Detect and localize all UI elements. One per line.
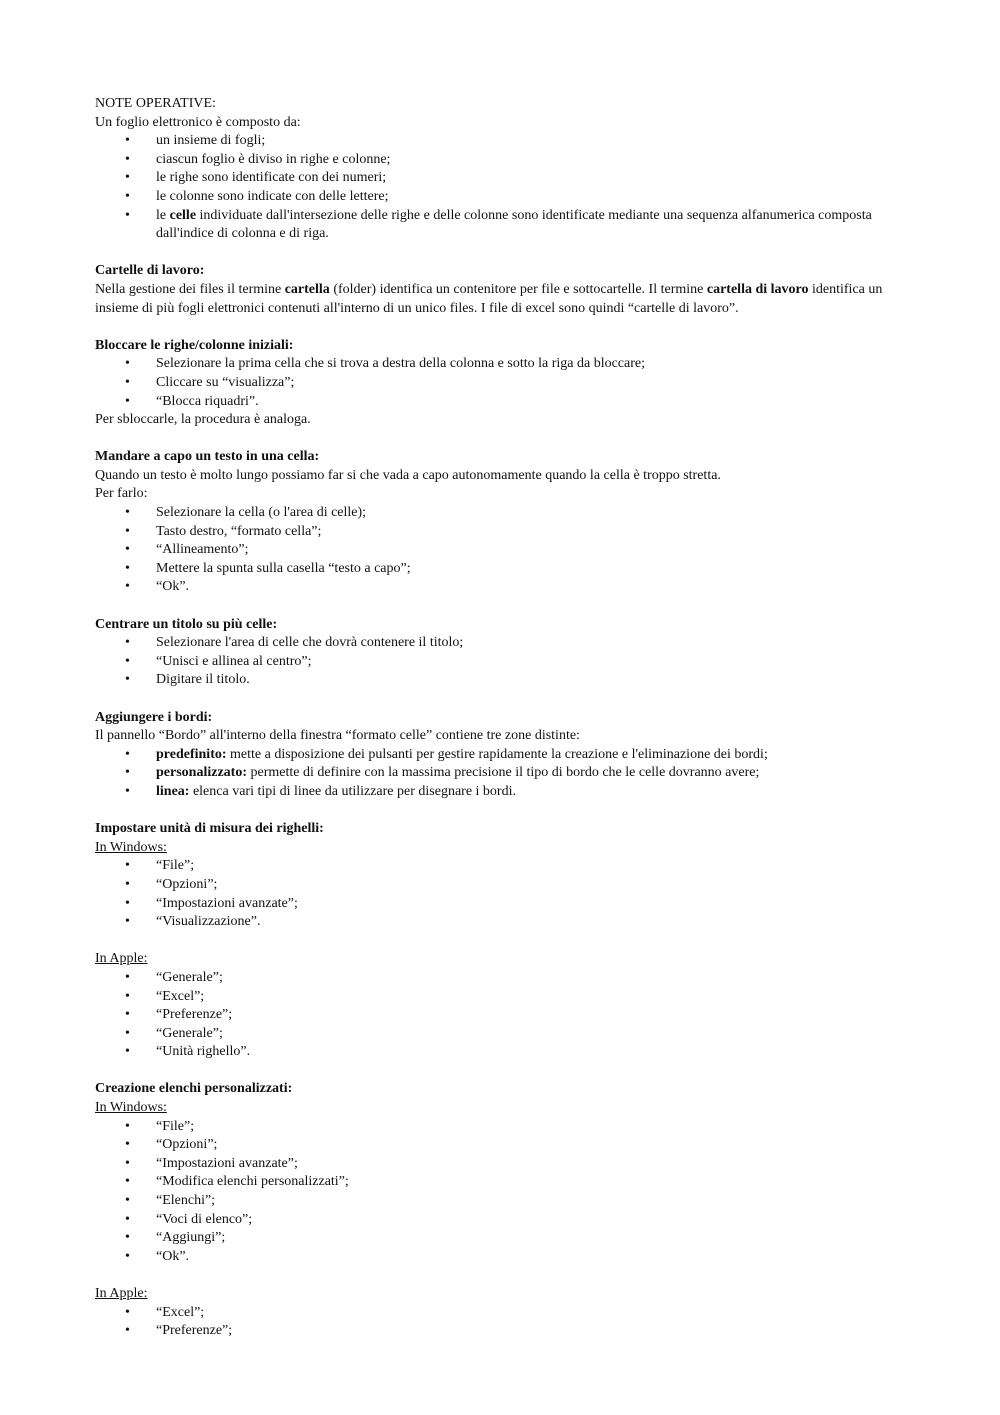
- bloccare-list: [95, 355, 885, 411]
- list-item: • “Aggiungi”;: [95, 1229, 885, 1248]
- elenchi-windows-label: In Windows:: [95, 1100, 167, 1116]
- bullet-icon: •: [125, 188, 130, 204]
- capo-list: [95, 504, 885, 597]
- bullet-icon: •: [125, 1155, 130, 1171]
- bullet-icon: •: [125, 1211, 130, 1227]
- elenchi-apple-label: In Apple:: [95, 1286, 148, 1301]
- bullet-icon: •: [125, 635, 130, 651]
- list-item: • Mettere la spunta sulla casella “testo a capo”;: [95, 560, 885, 579]
- section-heading-centrare: Centrare un titolo su più celle:: [95, 616, 278, 632]
- section-heading-bordi: Aggiungere i bordi:: [95, 709, 213, 725]
- section-heading-capo: Mandare a capo un testo in una cella:: [95, 449, 320, 465]
- righelli-windows-list: [95, 857, 885, 931]
- righelli-apple-label: In Apple:: [95, 951, 148, 967]
- list-item: • le righe sono identificate con dei numeri;: [95, 169, 885, 188]
- list-item: • personalizzato: permette di definire con la massima precisione il tipo di bordo che le celle dovranno avere;: [95, 764, 885, 783]
- list-item: • Selezionare l'area di celle che dovrà contenere il titolo;: [95, 634, 885, 653]
- bullet-icon: •: [125, 374, 130, 390]
- bullet-icon: •: [125, 895, 130, 911]
- bullet-icon: •: [125, 133, 130, 149]
- list-item: • “Impostazioni avanzate”;: [95, 1155, 885, 1174]
- list-item: • Selezionare la prima cella che si trova a destra della colonna e sotto la riga da bloccare;: [95, 355, 885, 374]
- bullet-icon: •: [125, 170, 130, 186]
- bullet-icon: •: [125, 1323, 130, 1339]
- righelli-apple-list: [95, 969, 885, 1062]
- bullet-icon: •: [125, 876, 130, 892]
- list-item: • “Unisci e allinea al centro”;: [95, 653, 885, 672]
- list-item: • “Opzioni”;: [95, 876, 885, 895]
- intro-list: [95, 132, 885, 244]
- bullet-icon: •: [125, 653, 130, 669]
- list-item: • linea: elenca vari tipi di linee da utilizzare per disegnare i bordi.: [95, 783, 885, 802]
- list-item: • “Visualizzazione”.: [95, 913, 885, 932]
- list-item: • “Ok”.: [95, 1248, 885, 1267]
- list-item: • Cliccare su “visualizza”;: [95, 374, 885, 393]
- capo-text-2: Per farlo:: [95, 486, 148, 502]
- intro-heading: NOTE OPERATIVE:: [95, 96, 216, 111]
- bullet-icon: •: [125, 1044, 130, 1060]
- section-heading-cartelle: Cartelle di lavoro:: [95, 263, 205, 279]
- list-item: • “Modifica elenchi personalizzati”;: [95, 1173, 885, 1192]
- list-item: • “Generale”;: [95, 1025, 885, 1044]
- list-item: • “Voci di elenco”;: [95, 1211, 885, 1230]
- bullet-icon: •: [125, 783, 130, 799]
- section-heading-righelli: Impostare unità di misura dei righelli:: [95, 821, 324, 837]
- bullet-icon: •: [125, 969, 130, 985]
- bullet-icon: •: [125, 988, 130, 1004]
- bullet-icon: •: [125, 858, 130, 874]
- bullet-icon: •: [125, 523, 130, 539]
- list-item: • Digitare il titolo.: [95, 671, 885, 690]
- bordi-list: [95, 746, 885, 802]
- bullet-icon: •: [125, 1174, 130, 1190]
- bullet-icon: •: [125, 1304, 130, 1320]
- capo-text-1: Quando un testo è molto lungo possiamo far si che vada a capo autonomamente quando la cella è troppo stretta.: [95, 467, 721, 483]
- list-item: • “Ok”.: [95, 578, 885, 597]
- bullet-icon: •: [125, 914, 130, 930]
- bullet-icon: •: [125, 1137, 130, 1153]
- bullet-icon: •: [125, 560, 130, 576]
- bullet-icon: •: [125, 1118, 130, 1134]
- list-item: • “Excel”;: [95, 988, 885, 1007]
- bordi-text: Il pannello “Bordo” all'interno della finestra “formato celle” contiene tre zone distinte:: [95, 728, 580, 744]
- section-heading-bloccare: Bloccare le righe/colonne iniziali:: [95, 337, 294, 353]
- elenchi-windows-list: [95, 1118, 885, 1267]
- list-item: • un insieme di fogli;: [95, 132, 885, 151]
- cartelle-paragraph: Nella gestione dei files il termine cartella (folder) identifica un contenitore per file e sottocartelle. Il termine cartella di lavoro identifica un insieme di più fogli elettronici contenuti all'interno di un unico files. I file di excel sono quindi “cartelle di lavoro”.: [95, 281, 883, 316]
- list-item: • predefinito: mette a disposizione dei pulsanti per gestire rapidamente la creazione e l'eliminazione dei bordi;: [95, 746, 885, 765]
- bullet-icon: •: [125, 765, 130, 781]
- list-item: • le colonne sono indicate con delle lettere;: [95, 188, 885, 207]
- bullet-icon: •: [125, 151, 130, 167]
- bullet-icon: •: [125, 1025, 130, 1041]
- list-item: • “Allineamento”;: [95, 541, 885, 560]
- bullet-icon: •: [125, 542, 130, 558]
- list-item: • “Blocca riquadri”.: [95, 393, 885, 412]
- bloccare-after: Per sbloccarle, la procedura è analoga.: [95, 412, 311, 428]
- list-item: • “File”;: [95, 857, 885, 876]
- list-item: • “Impostazioni avanzate”;: [95, 895, 885, 914]
- list-item: • “Unità righello”.: [95, 1043, 885, 1062]
- bullet-icon: •: [125, 746, 130, 762]
- bullet-icon: •: [125, 672, 130, 688]
- list-item: • “Opzioni”;: [95, 1136, 885, 1155]
- intro-lead: Un foglio elettronico è composto da:: [95, 114, 301, 130]
- centrare-list: [95, 634, 885, 690]
- list-item: • Tasto destro, “formato cella”;: [95, 523, 885, 542]
- bullet-icon: •: [125, 393, 130, 409]
- bullet-icon: •: [125, 1007, 130, 1023]
- bullet-icon: •: [125, 505, 130, 521]
- list-item: • “File”;: [95, 1118, 885, 1137]
- bullet-icon: •: [125, 1248, 130, 1264]
- bullet-icon: •: [125, 579, 130, 595]
- bullet-icon: •: [125, 1193, 130, 1209]
- list-item: • ciascun foglio è diviso in righe e colonne;: [95, 151, 885, 170]
- righelli-windows-label: In Windows:: [95, 839, 167, 855]
- bullet-icon: •: [125, 356, 130, 372]
- list-item: • Selezionare la cella (o l'area di celle);: [95, 504, 885, 523]
- list-item: • “Elenchi”;: [95, 1192, 885, 1211]
- list-item: • “Excel”;: [95, 1304, 885, 1323]
- document-page: [95, 95, 885, 1341]
- list-item: • “Generale”;: [95, 969, 885, 988]
- list-item: • le celle individuate dall'intersezione delle righe e delle colonne sono identificate mediante una sequenza alfanumerica composta dall'indice di colonna e di riga.: [125, 207, 872, 242]
- section-heading-elenchi: Creazione elenchi personalizzati:: [95, 1081, 293, 1097]
- bullet-icon: •: [125, 1230, 130, 1246]
- list-item: • “Preferenze”;: [95, 1006, 885, 1025]
- list-item: • “Preferenze”;: [95, 1322, 885, 1341]
- elenchi-apple-list: [95, 1304, 885, 1341]
- bullet-icon: •: [125, 207, 130, 223]
